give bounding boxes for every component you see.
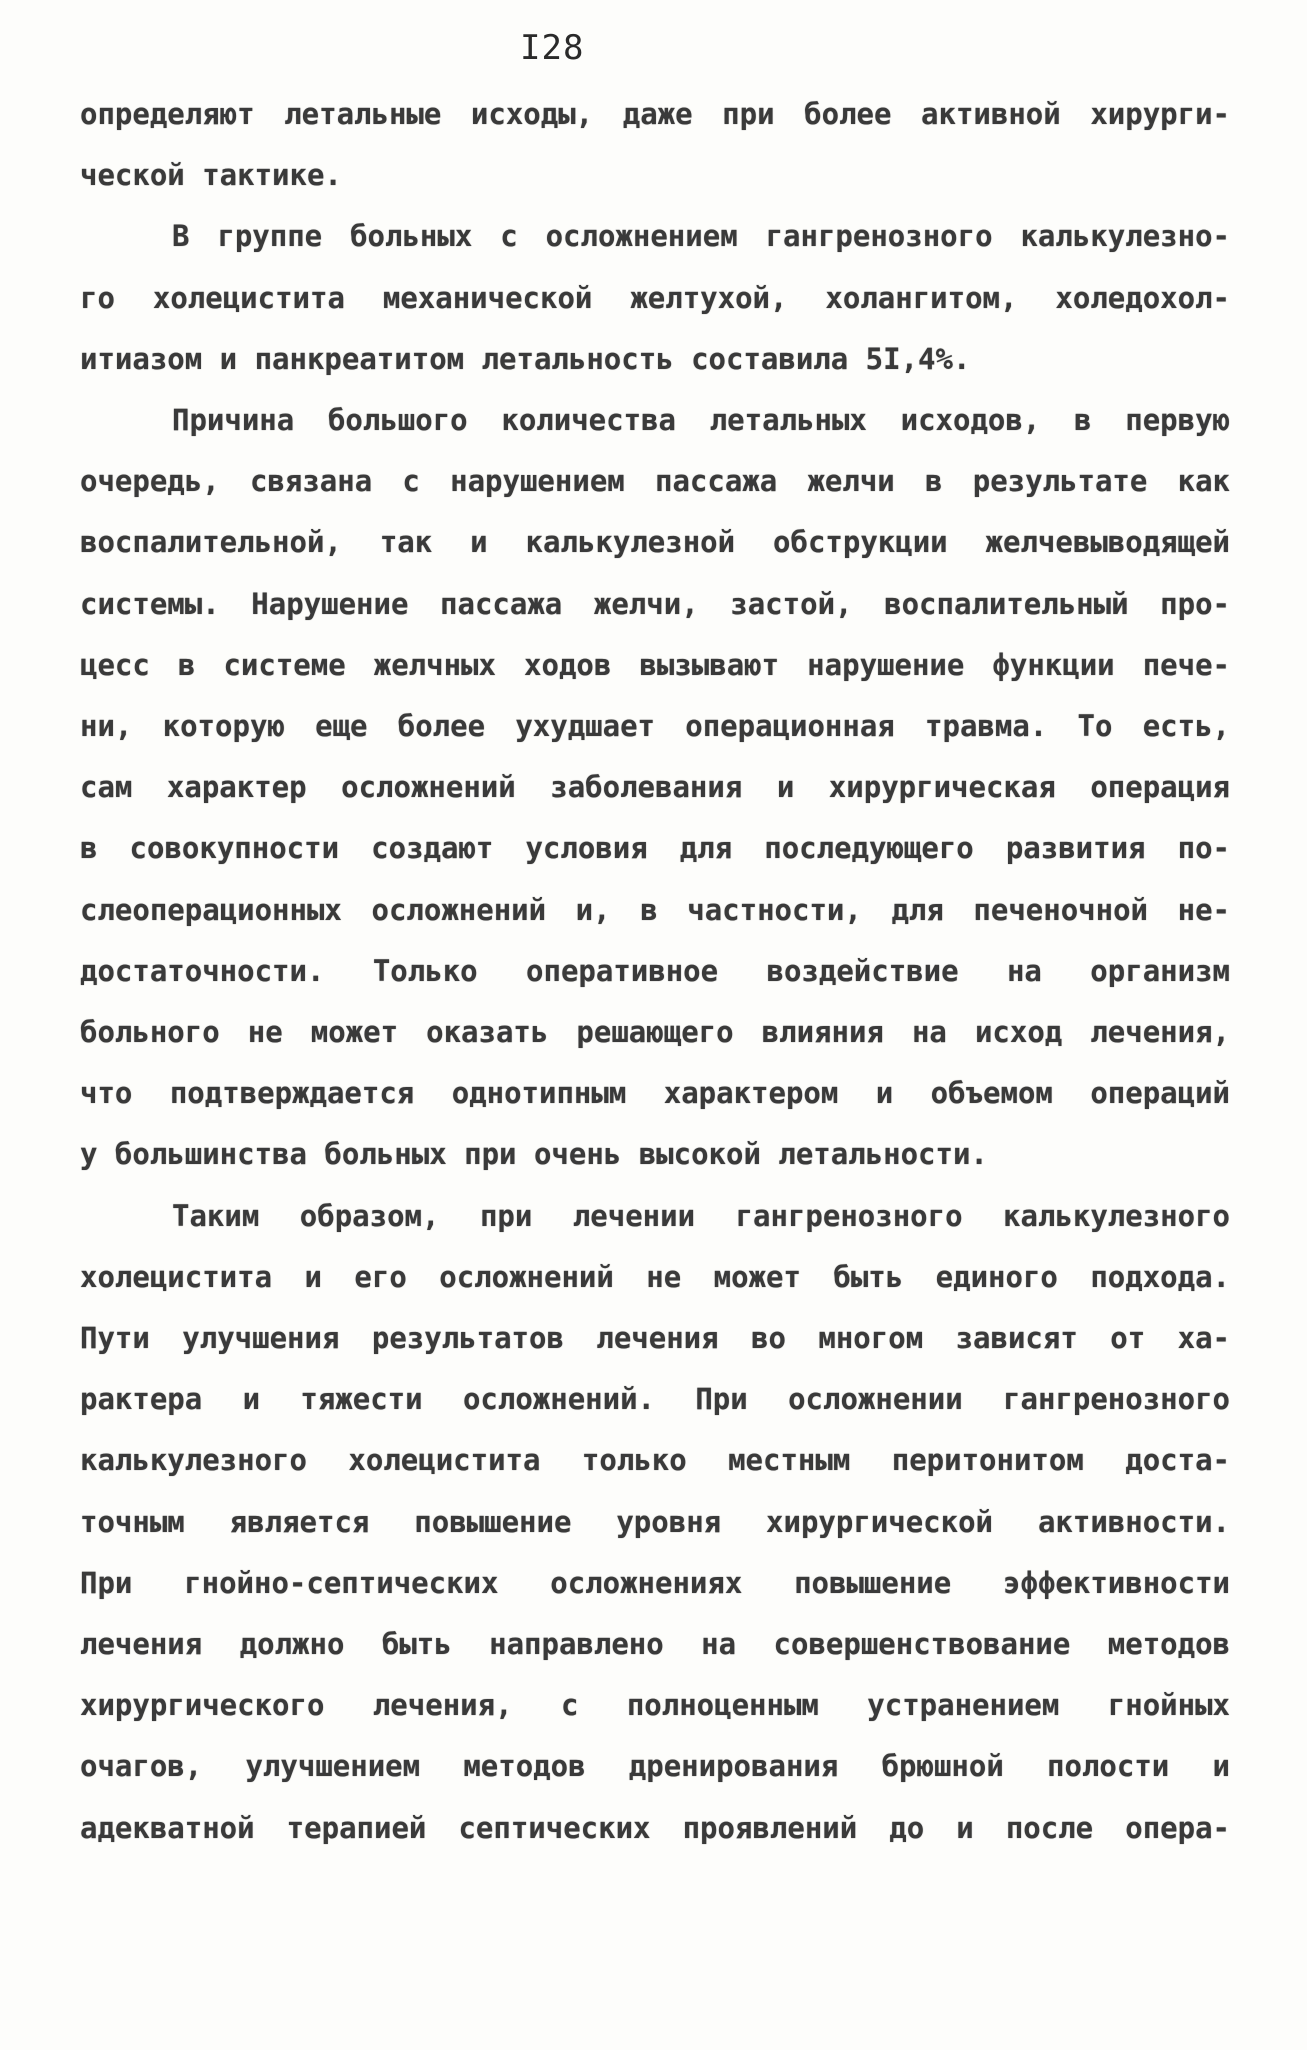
text-line: ческой тактике. <box>80 158 342 192</box>
text-line: При гнойно-септических осложнениях повышение эффективности <box>80 1566 1230 1600</box>
text-line: точным является повышение уровня хирургической активности. <box>80 1505 1230 1539</box>
text-line: лечения должно быть направлено на совершенствование методов <box>80 1627 1230 1661</box>
text-line: определяют летальные исходы, даже при более активной хирурги- <box>80 97 1230 131</box>
text-line: холецистита и его осложнений не может быть единого подхода. <box>80 1260 1230 1294</box>
text-line: больного не может оказать решающего влияния на исход лечения, <box>80 1015 1230 1049</box>
text-line: калькулезного холецистита только местным перитонитом доста- <box>80 1443 1230 1477</box>
text-line: рактера и тяжести осложнений. При осложнении гангренозного <box>80 1382 1230 1416</box>
text-line: хирургического лечения, с полноценным устранением гнойных <box>80 1688 1230 1722</box>
text-line: Таким образом, при лечении гангренозного калькулезного <box>172 1199 1230 1233</box>
text-line: что подтверждается однотипным характером и объемом операций <box>80 1076 1230 1110</box>
text-line: в совокупности создают условия для последующего развития по- <box>80 831 1230 865</box>
text-line: В группе больных с осложнением гангренозного калькулезно- <box>172 219 1230 253</box>
text-line: воспалительной, так и калькулезной обструкции желчевыводящей <box>80 525 1230 559</box>
text-line: сам характер осложнений заболевания и хирургическая операция <box>80 770 1230 804</box>
text-line: цесс в системе желчных ходов вызывают нарушение функции пече- <box>80 648 1230 682</box>
text-line: Причина большого количества летальных исходов, в первую <box>172 403 1230 437</box>
text-line: достаточности. Только оперативное воздействие на организм <box>80 954 1230 988</box>
text-line: итиазом и панкреатитом летальность составила 5I,4%. <box>80 342 971 376</box>
text-line: системы. Нарушение пассажа желчи, застой, воспалительный про- <box>80 587 1230 621</box>
text-line: адекватной терапией септических проявлений до и после опера- <box>80 1811 1230 1845</box>
text-line: очередь, связана с нарушением пассажа желчи в результате как <box>80 464 1230 498</box>
text-line: Пути улучшения результатов лечения во многом зависят от ха- <box>80 1321 1230 1355</box>
text-line: у большинства больных при очень высокой летальности. <box>80 1137 988 1171</box>
text-line: очагов, улучшением методов дренирования брюшной полости и <box>80 1749 1230 1783</box>
text-line: слеоперационных осложнений и, в частности, для печеночной не- <box>80 893 1230 927</box>
page-number: I28 <box>520 28 585 68</box>
text-line: го холецистита механической желтухой, холангитом, холедохол- <box>80 281 1230 315</box>
text-line: ни, которую еще более ухудшает операционная травма. То есть, <box>80 709 1230 743</box>
